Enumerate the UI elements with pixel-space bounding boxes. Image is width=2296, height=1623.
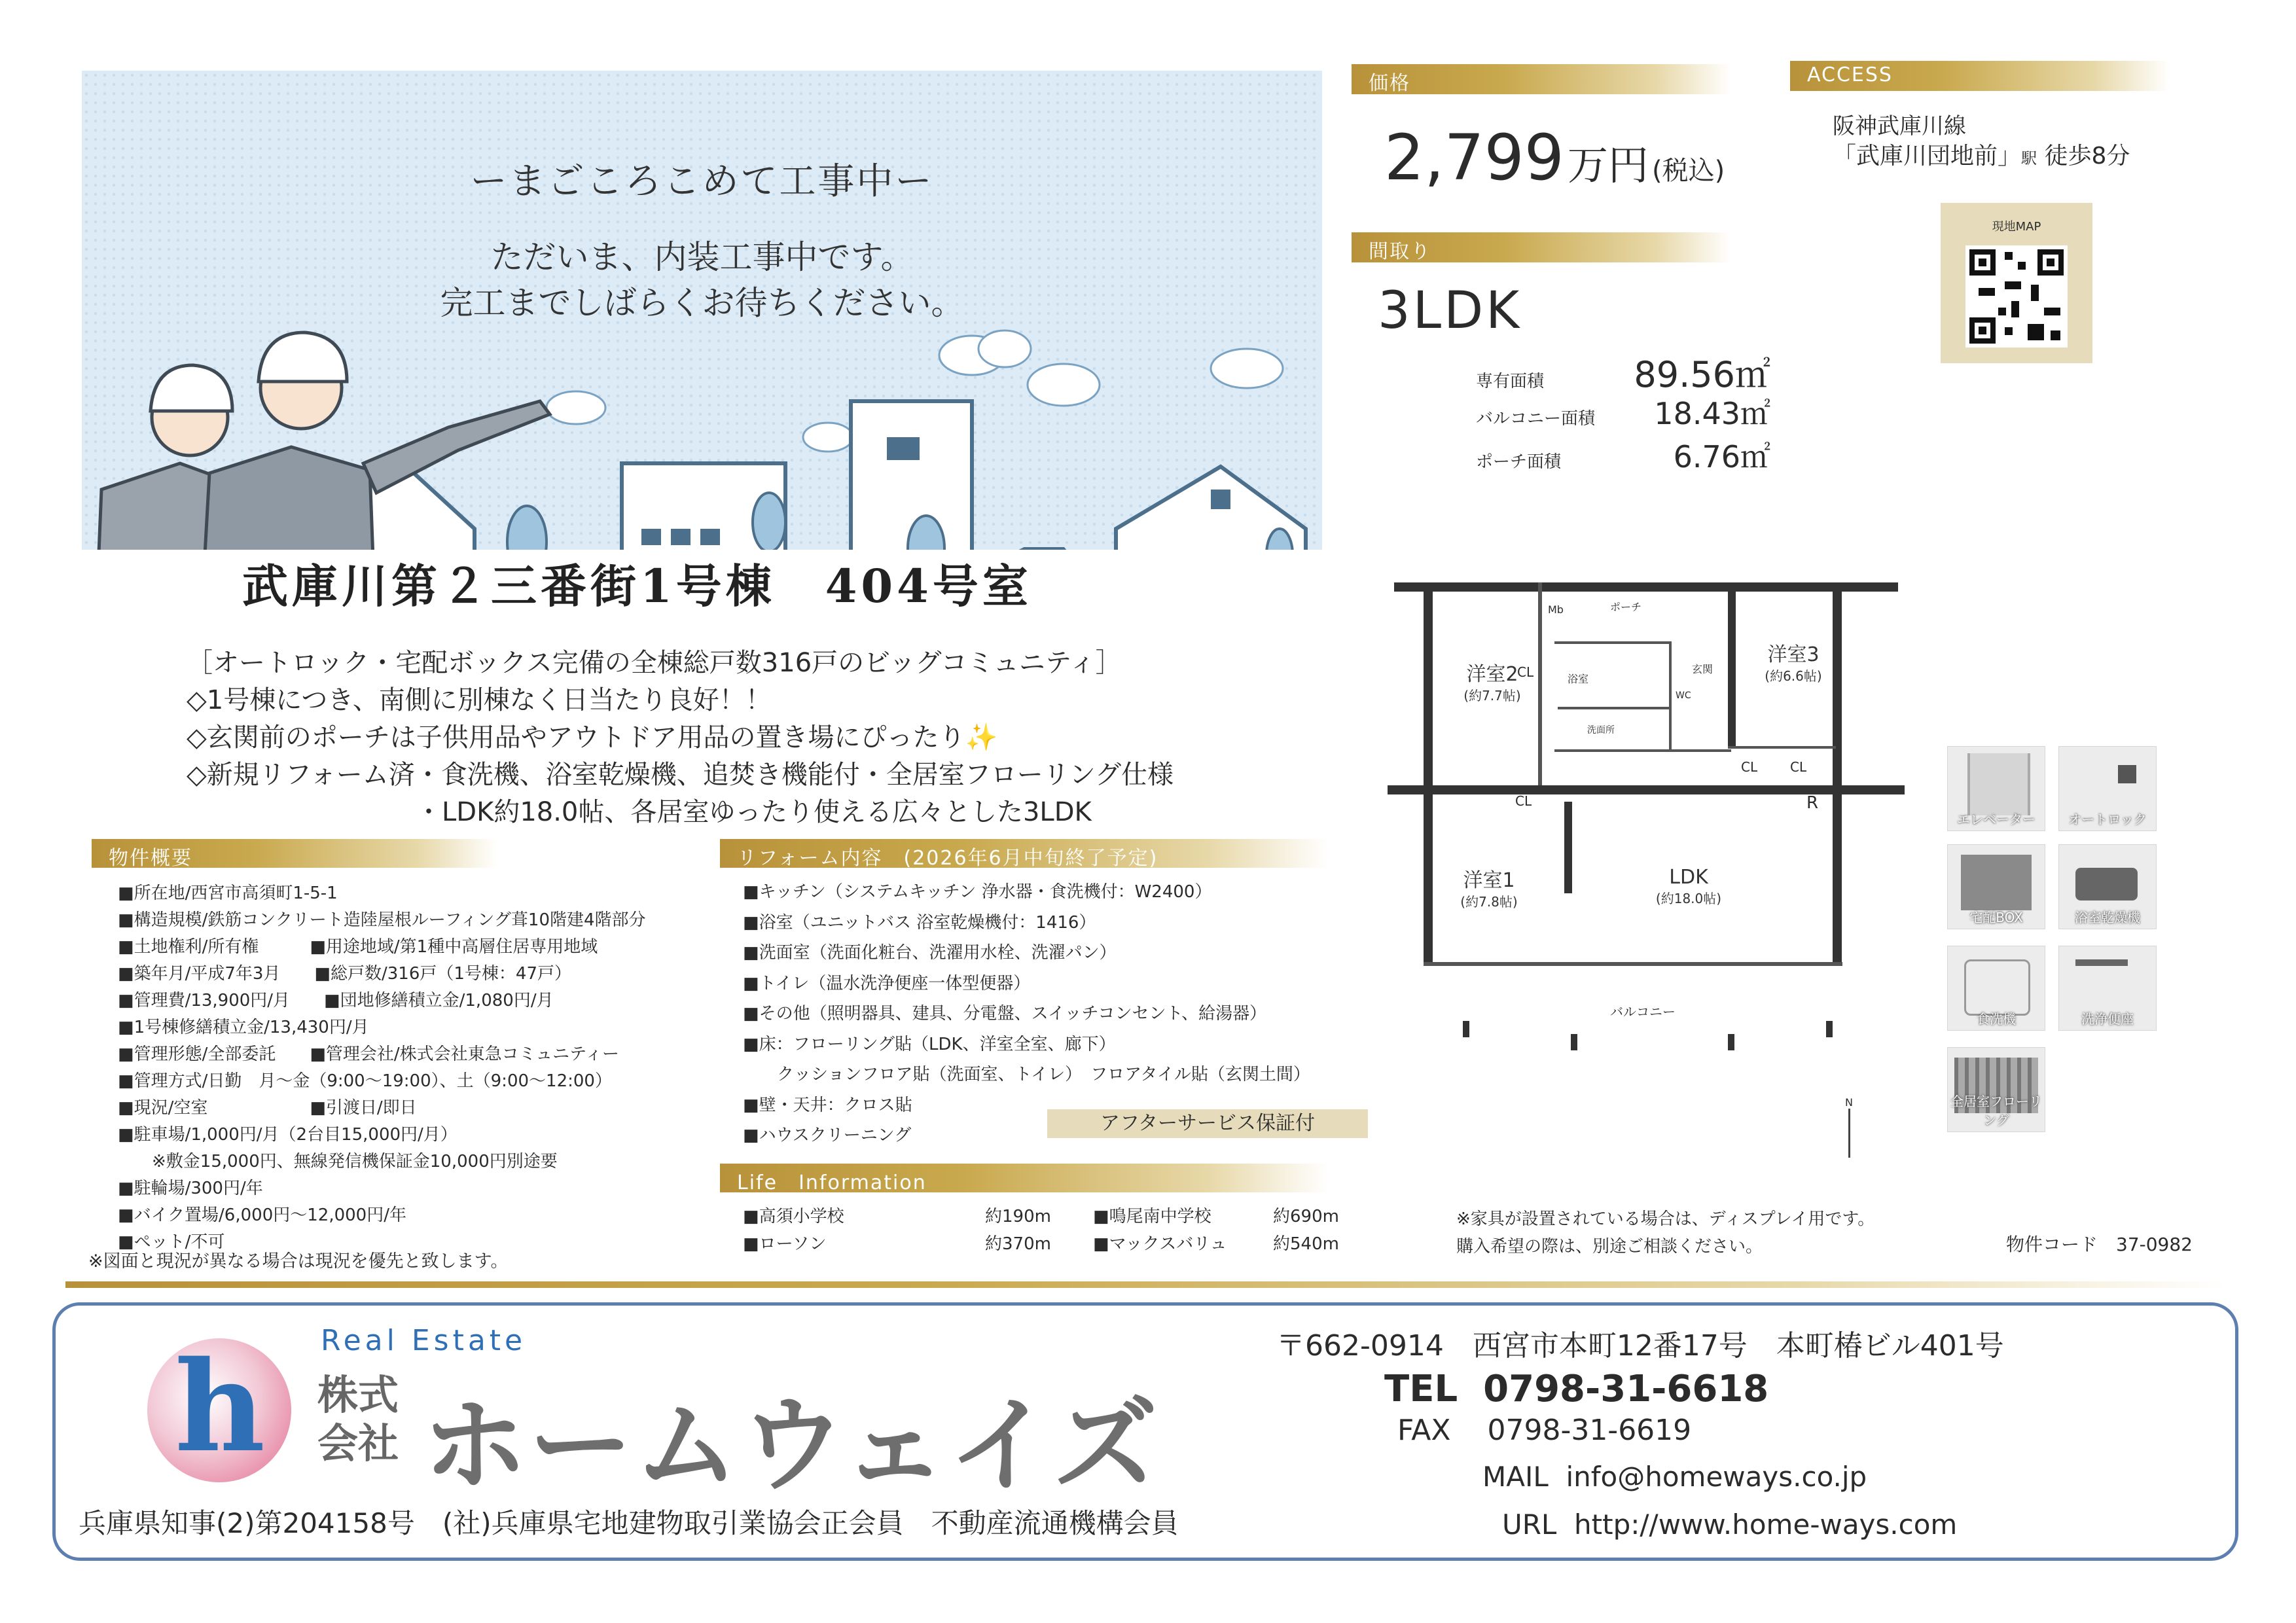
feature-item: ◇玄関前のポーチは子供用品やアウトドア用品の置き場にぴったり✨: [187, 722, 998, 753]
price-unit: 万円: [1567, 141, 1649, 189]
catch-copy: ［オートロック・宅配ボックス完備の全棟総戸数316戸のビッグコミュニティ］: [187, 648, 1122, 678]
closet-label: CL: [1790, 759, 1807, 775]
logo-mark: h: [175, 1334, 266, 1480]
life-list: [743, 1203, 1352, 1258]
bath-label: 浴室: [1568, 673, 1589, 685]
wall: [1554, 749, 1731, 752]
company-tel: [1384, 1368, 1768, 1410]
aftercare-badge: アフターサービス保証付: [1047, 1109, 1368, 1138]
feature-item: ◇新規リフォーム済・食洗機、浴室乾燥機、追焚き機能付・全居室フローリング仕様: [187, 760, 1174, 790]
company-type-1: 株式: [317, 1371, 399, 1419]
facility-label: オートロック: [2068, 812, 2147, 827]
entrance-label: 玄関: [1692, 663, 1713, 675]
company-address: 〒662-0914 西宮市本町12番17号 本町椿ビル401号: [1276, 1329, 2004, 1363]
closet-label: CL: [1515, 793, 1532, 809]
life-distance: 約690m: [1273, 1207, 1339, 1226]
toilet-label: WC: [1676, 690, 1691, 701]
washroom-label: 洗面所: [1587, 725, 1615, 736]
overview-item: ■構造規模/鉄筋コンクリート造陸屋根ルーフィング葺10階建4階部分: [118, 910, 646, 930]
sparkle-icon: ✨: [965, 722, 998, 753]
overview-item: ■駐輪場/300円/年: [118, 1179, 263, 1198]
wall: [1728, 582, 1736, 746]
layout-label: 間取り: [1352, 232, 1731, 262]
tel-number[interactable]: 0798-31-6618: [1483, 1368, 1769, 1410]
balcony-post: [1826, 1021, 1833, 1037]
hero-line-1: ただいま、内装工事中です。: [490, 238, 914, 276]
property-code: 物件コード 37-0982: [2006, 1234, 2193, 1255]
price-label: 価格: [1352, 64, 1731, 94]
station-name: 「武庫川団地前」: [1833, 143, 2022, 169]
life-place: ■鳴尾南中学校: [1093, 1207, 1211, 1226]
feature-item: ◇1号棟につき、南側に別棟なく日当たり良好！！: [187, 685, 772, 715]
facility-dishwasher: [1947, 946, 2045, 1031]
area-name: バルコニー面積: [1476, 409, 1596, 429]
price-tax: (税込): [1652, 156, 1725, 186]
access-station: [1833, 137, 2130, 171]
reform-item: ■洗面室（洗面化粧台、洗濯用水栓、洗濯パン）: [743, 943, 1117, 963]
facility-label: 浴室乾燥機: [2075, 910, 2140, 925]
reform-item: ■その他（照明器具、建具、分電盤、スイッチコンセント、給湯器）: [743, 1004, 1267, 1024]
area-value: 89.56㎡: [1634, 354, 1770, 395]
company-url: [1502, 1508, 1957, 1541]
facility-label: 食洗機: [1977, 1011, 2016, 1027]
wall: [1424, 962, 1842, 966]
facility-flooring: [1947, 1047, 2045, 1132]
station-suffix: 駅: [2021, 149, 2037, 168]
gold-divider: [65, 1281, 2225, 1288]
overview-item: ■1号棟修繕積立金/13,430円/月: [118, 1018, 369, 1037]
facility-washlet: [2058, 946, 2157, 1031]
wall: [1394, 582, 1898, 592]
floor-plan: [1388, 569, 1911, 1145]
facility-elevator: [1947, 746, 2045, 831]
furniture-note: [1456, 1205, 1874, 1260]
porch-label: ポーチ: [1610, 601, 1642, 613]
mail-label: MAIL: [1482, 1461, 1549, 1493]
room-western-3: 洋室3 (約6.6帖): [1765, 643, 1822, 684]
reform-item: クッションフロア貼（洗面室、トイレ） フロアタイル貼（玄関土間）: [743, 1065, 1310, 1084]
overview-item: ■バイク置場/6,000円～12,000円/年: [118, 1205, 406, 1225]
balcony-post: [1571, 1034, 1577, 1050]
mail-link[interactable]: info@homeways.co.jp: [1566, 1461, 1867, 1493]
balcony-label: バルコニー: [1610, 1004, 1676, 1020]
url-link[interactable]: http://www.home-ways.com: [1574, 1508, 1958, 1541]
overview-item: ■管理方式/日勤 月～金（9:00～19:00）、土（9:00～12:00）: [118, 1071, 612, 1091]
facility-label: 宅配BOX: [1969, 910, 2023, 925]
property-title: 武庫川第２三番街1号棟 404号室: [242, 559, 1032, 613]
qr-label: 現地MAP: [1992, 220, 2041, 234]
life-place: ■高須小学校: [743, 1207, 844, 1226]
price-amount: 2,799: [1384, 121, 1564, 194]
keypad-icon: [2118, 765, 2136, 783]
furniture-note-line: ※家具が設置されている場合は、ディスプレイ用です。: [1456, 1209, 1875, 1229]
feature-item: ・LDK約18.0帖、各居室ゆったり使える広々とした3LDK: [416, 797, 1092, 827]
area-row: [1476, 347, 1770, 395]
room-ldk: LDK (約18.0帖): [1655, 866, 1722, 906]
wall: [1554, 641, 1669, 644]
wall: [1669, 641, 1672, 749]
plan-disclaimer: ※図面と現況が異なる場合は現況を優先と致します。: [88, 1251, 509, 1272]
facility-label: 洗浄便座: [2081, 1011, 2134, 1027]
closet-label: CL: [1741, 759, 1758, 775]
overview-item: ■築年月/平成7年3月 ■総戸数/316戸（1号棟：47戸）: [118, 964, 571, 984]
qr-code-icon: [1965, 245, 2068, 348]
qr-map[interactable]: [1941, 203, 2092, 363]
overview-item: ■管理費/13,900円/月 ■団地修繕積立金/1,080円/月: [118, 991, 554, 1010]
life-label: Life Information: [720, 1164, 1329, 1192]
facility-label: エレベーター: [1957, 812, 2036, 827]
mb-label: Mb: [1548, 603, 1564, 616]
wall: [1833, 582, 1842, 962]
room-western-2: 洋室2 (約7.7帖): [1463, 663, 1521, 704]
life-distance: 約370m: [985, 1234, 1051, 1254]
area-value: 18.43㎡: [1654, 396, 1770, 431]
wall: [1538, 582, 1542, 785]
overview-list: [118, 880, 646, 1256]
company-type-2: 会社: [317, 1419, 399, 1467]
overview-label: 物件概要: [92, 839, 497, 868]
facility-autolock: [2058, 746, 2157, 831]
access-line: 阪神武庫川線: [1833, 113, 1966, 139]
north-label: N: [1845, 1096, 1853, 1109]
url-label: URL: [1502, 1508, 1557, 1541]
area-value: 6.76㎡: [1673, 439, 1770, 474]
life-row: [743, 1203, 1352, 1230]
area-row: [1476, 390, 1770, 433]
overview-item: ※敷金15,000円、無線発信機保証金10,000円別途要: [118, 1152, 558, 1171]
overview-item: ■土地権利/所有権 ■用途地域/第1種中高層住居専用地域: [118, 937, 598, 957]
facility-label: 全居室フローリング: [1950, 1094, 2042, 1128]
company-logo-icon: [147, 1334, 291, 1482]
overview-item: ■ペット/不可: [118, 1232, 225, 1252]
overview-item: ■駐車場/1,000円/月（2台目15,000円/月）: [118, 1125, 457, 1145]
walk-time: 徒歩8分: [2044, 143, 2130, 169]
facility-bath-dryer: [2058, 844, 2157, 929]
reform-label: リフォーム内容 (2026年6月中旬終了予定): [720, 839, 1329, 868]
balcony-post: [1463, 1021, 1469, 1037]
wall: [1558, 707, 1669, 709]
wall: [1424, 582, 1433, 962]
wall: [1728, 746, 1836, 749]
company-tagline: Real Estate: [321, 1324, 527, 1357]
wall: [1388, 785, 1905, 794]
wall: [1564, 802, 1572, 893]
company-name: ホームウェイズ: [422, 1384, 1160, 1507]
closet-label: CL: [1517, 664, 1534, 680]
facility-delivery-box: [1947, 844, 2045, 929]
layout-type: 3LDK: [1378, 281, 1522, 340]
reform-item: ■ハウスクリーニング: [743, 1126, 912, 1145]
company-type: [317, 1371, 399, 1468]
life-place: ■ローソン: [743, 1234, 827, 1254]
reform-item: ■キッチン（システムキッチン 浄水器・食洗機付：W2400）: [743, 882, 1212, 902]
furniture-note-line: 購入希望の際は、別途ご相談ください。: [1456, 1237, 1763, 1257]
life-distance: 約540m: [1273, 1234, 1339, 1254]
company-mail: [1482, 1461, 1867, 1493]
area-row: [1476, 433, 1770, 476]
reform-item: ■床：フローリング貼（LDK、洋室全室、廊下）: [743, 1034, 1116, 1054]
access-label: ACCESS: [1790, 61, 2170, 91]
fax-label: FAX: [1397, 1414, 1451, 1447]
tel-label: TEL: [1384, 1368, 1458, 1410]
company-footer: [52, 1302, 2238, 1561]
room-western-1: 洋室1 (約7.8帖): [1460, 869, 1518, 910]
fax-number: 0798-31-6619: [1487, 1414, 1692, 1447]
overview-item: ■現況/空室 ■引渡日/即日: [118, 1098, 417, 1118]
company-license: 兵庫県知事(2)第204158号 (社)兵庫県宅地建物取引業協会正会員 不動産流通機構会員: [79, 1507, 1179, 1539]
hero-headline: ーまごころこめて工事中ー: [470, 160, 934, 203]
area-name: 専有面積: [1476, 372, 1545, 391]
life-row: [743, 1230, 1352, 1258]
area-table: [1476, 347, 1770, 476]
balcony-post: [1728, 1034, 1734, 1050]
company-fax: [1397, 1414, 1691, 1447]
area-name: ポーチ面積: [1476, 452, 1562, 472]
overview-item: ■管理形態/全部委託 ■管理会社/株式会社東急コミュニティー: [118, 1044, 620, 1064]
overview-item: ■所在地/西宮市高須町1-5-1: [118, 883, 338, 903]
reform-item: ■トイレ（温水洗浄便座一体型便器）: [743, 973, 1031, 993]
refrigerator-label: R: [1806, 793, 1819, 813]
price-block: [1384, 121, 1725, 194]
feature-list: [187, 645, 1174, 831]
hero-line-2: 完工までしばらくお待ちください。: [440, 284, 964, 322]
north-arrow-icon: [1839, 1096, 1859, 1158]
reform-item: ■浴室（ユニットバス 浴室乾燥機付：1416）: [743, 912, 1096, 933]
life-place: ■マックスバリュ: [1093, 1234, 1227, 1254]
life-distance: 約190m: [985, 1207, 1051, 1226]
reform-item: ■壁・天井：クロス貼: [743, 1095, 912, 1115]
